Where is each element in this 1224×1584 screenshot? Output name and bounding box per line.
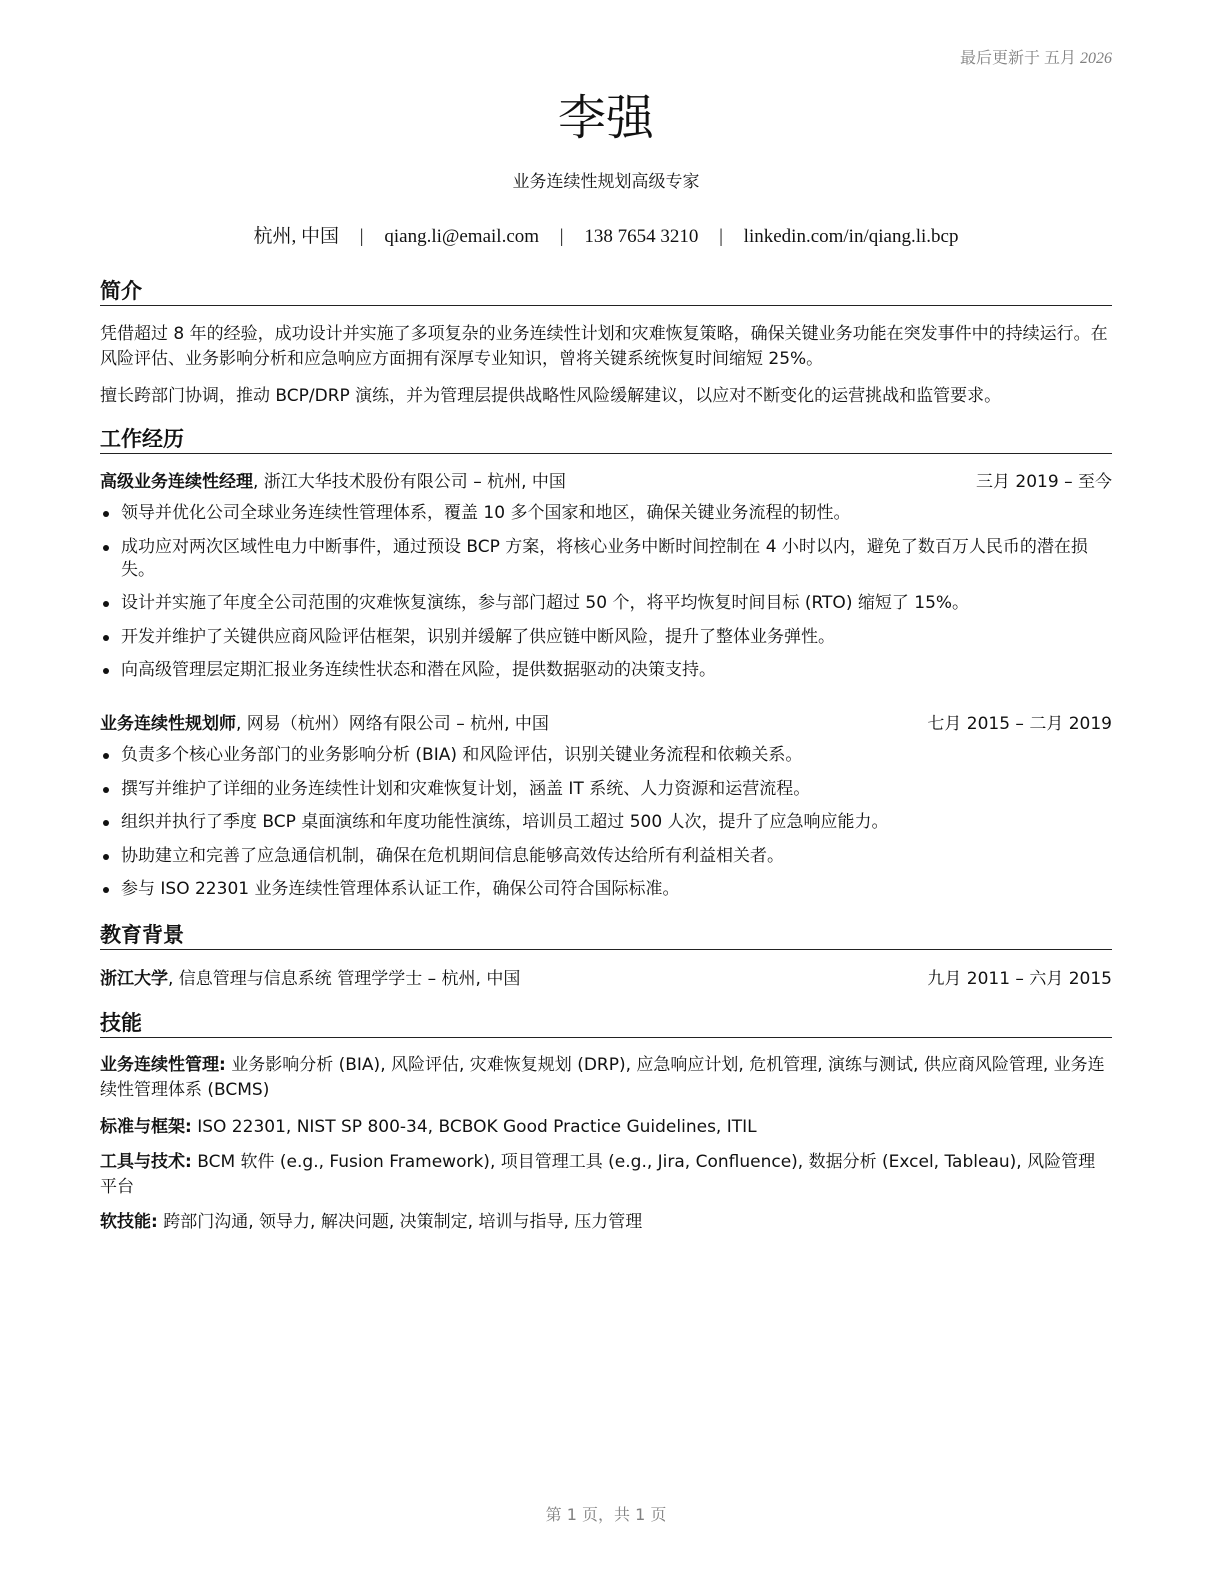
job-company: , 浙江大华技术股份有限公司 – 杭州, 中国 — [253, 472, 566, 492]
school-name: 浙江大学 — [100, 969, 168, 989]
resume-page — [100, 0, 1112, 1584]
section-title-skills: 技能 — [100, 1010, 1112, 1038]
experience-entry-header — [100, 470, 1112, 494]
contact-linkedin[interactable]: linkedin.com/in/qiang.li.bcp — [743, 226, 959, 247]
skill-row — [100, 1115, 1112, 1140]
job-company: , 网易（杭州）网络有限公司 – 杭州, 中国 — [236, 714, 549, 734]
degree-detail: , 信息管理与信息系统 管理学学士 – 杭州, 中国 — [168, 969, 521, 989]
list-item: 组织并执行了季度 BCP 桌面演练和年度功能性演练，培训员工超过 500 人次，提升了应急响应能力。 — [100, 811, 1112, 834]
contact-separator: | — [359, 226, 364, 247]
education-entry-header — [100, 967, 1112, 991]
page-footer: 第 1 页，共 1 页 — [545, 1505, 667, 1524]
job-title: 业务连续性规划师 — [100, 714, 236, 734]
candidate-headline: 业务连续性规划高级专家 — [512, 172, 700, 192]
section-title-summary: 简介 — [100, 278, 1112, 306]
contact-location: 杭州, 中国 — [253, 226, 340, 247]
last-updated-year: 2026 — [1080, 50, 1112, 67]
list-item: 向高级管理层定期汇报业务连续性状态和潜在风险，提供数据驱动的决策支持。 — [100, 659, 1112, 682]
last-updated — [960, 45, 1112, 68]
contact-separator: | — [719, 226, 723, 247]
list-item: 开发并维护了关键供应商风险评估框架，识别并缓解了供应链中断风险，提升了整体业务弹性。 — [100, 626, 1112, 649]
list-item: 负责多个核心业务部门的业务影响分析 (BIA) 和风险评估，识别关键业务流程和依赖关系。 — [100, 744, 1112, 767]
list-item: 设计并实施了年度全公司范围的灾难恢复演练，参与部门超过 50 个，将平均恢复时间目标 (RTO) 缩短了 15%。 — [100, 592, 1112, 615]
skill-label: 业务连续性管理: — [100, 1055, 226, 1075]
list-item: 协助建立和完善了应急通信机制，确保在危机期间信息能够高效传达给所有利益相关者。 — [100, 845, 1112, 868]
job-title: 高级业务连续性经理 — [100, 472, 253, 492]
contact-separator: | — [559, 226, 564, 247]
skill-label: 标准与框架: — [100, 1117, 192, 1137]
skill-label: 软技能: — [100, 1212, 158, 1232]
skill-row — [100, 1210, 1112, 1235]
contact-line — [100, 225, 1112, 249]
candidate-name: 李强 — [557, 90, 654, 146]
job-dates: 三月 2019 – 至今 — [976, 472, 1112, 492]
section-title-education: 教育背景 — [100, 922, 1112, 950]
skill-row — [100, 1150, 1112, 1200]
skill-label: 工具与技术: — [100, 1152, 192, 1172]
contact-email[interactable]: qiang.li@email.com — [384, 226, 540, 247]
section-title-experience: 工作经历 — [100, 426, 1112, 454]
summary-paragraph-2: 擅长跨部门协调，推动 BCP/DRP 演练，并为管理层提供战略性风险缓解建议，以应对不断变化的运营挑战和监管要求。 — [100, 386, 1002, 406]
list-item: 参与 ISO 22301 业务连续性管理体系认证工作，确保公司符合国际标准。 — [100, 878, 1112, 901]
skill-value: BCM 软件 (e.g., Fusion Framework), 项目管理工具 (e.g., Jira, Confluence), 数据分析 (Excel, Tableau), 风险管理平台 — [100, 1152, 1096, 1197]
list-item: 撰写并维护了详细的业务连续性计划和灾难恢复计划，涵盖 IT 系统、人力资源和运营流程。 — [100, 778, 1112, 801]
experience-entry-header — [100, 712, 1112, 736]
skill-value: 业务影响分析 (BIA), 风险评估, 灾难恢复规划 (DRP), 应急响应计划, 危机管理, 演练与测试, 供应商风险管理, 业务连续性管理体系 (BCMS) — [100, 1055, 1105, 1100]
list-item: 成功应对两次区域性电力中断事件，通过预设 BCP 方案，将核心业务中断时间控制在 4 小时以内，避免了数百万人民币的潜在损失。 — [100, 536, 1112, 582]
job-dates: 七月 2015 – 二月 2019 — [927, 714, 1112, 734]
experience-bullet-list — [100, 744, 1112, 912]
skill-value: ISO 22301, NIST SP 800-34, BCBOK Good Practice Guidelines, ITIL — [191, 1117, 757, 1137]
skill-row — [100, 1053, 1112, 1103]
education-dates: 九月 2011 – 六月 2015 — [927, 969, 1112, 989]
last-updated-month: 五月 — [1043, 50, 1076, 67]
summary-paragraph-1: 凭借超过 8 年的经验，成功设计并实施了多项复杂的业务连续性计划和灾难恢复策略，确保关键业务功能在突发事件中的持续运行。在风险评估、业务影响分析和应急响应方面拥有深厚专业知识，曾将关键系统恢复时间缩短 25%。 — [100, 324, 1108, 369]
last-updated-prefix: 最后更新于 — [959, 50, 1040, 67]
experience-bullet-list — [100, 502, 1112, 693]
contact-phone: 138 7654 3210 — [584, 226, 699, 247]
skill-value: 跨部门沟通, 领导力, 解决问题, 决策制定, 培训与指导, 压力管理 — [157, 1212, 643, 1232]
list-item: 领导并优化公司全球业务连续性管理体系，覆盖 10 多个国家和地区，确保关键业务流程的韧性。 — [100, 502, 1112, 525]
